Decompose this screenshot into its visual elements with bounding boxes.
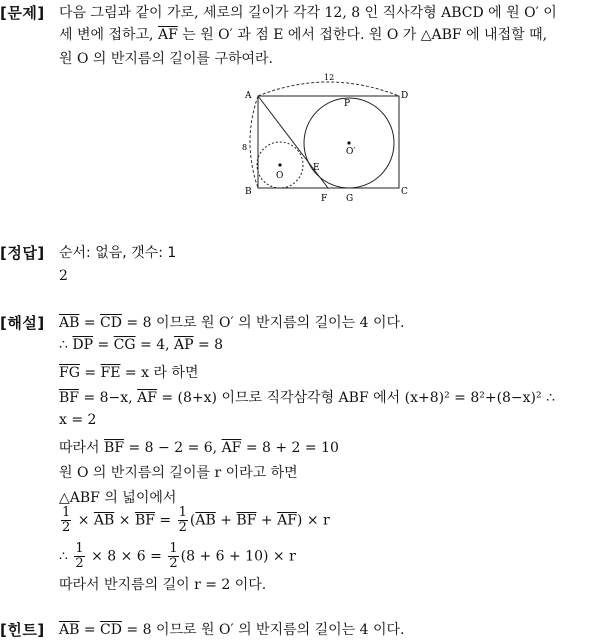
- fraction-half: $\frac{1}{2}$: [178, 505, 187, 535]
- center-o-prime: [347, 141, 350, 144]
- answer-tag: [정답]: [0, 244, 45, 262]
- solution-line-10: ∴ $\frac{1}{2}$ × 8 × 6 = $\frac{1}{2}$ (8 + 6 + 10) × r: [59, 541, 296, 571]
- solution-line-8: △ABF 의 넓이에서: [59, 490, 177, 506]
- height-dimension-arc: [250, 96, 258, 188]
- label-o-prime: O′: [346, 147, 356, 157]
- answer-line-1: 순서: 없음, 갯수: 1: [59, 245, 177, 261]
- solution-line-9: $\frac{1}{2}$ × $\overline{AB} \times \overline{BF}$ = $\frac{1}{2}$ $(\overline{AB} + \overline{BF} + \overline{AF}) \times r$: [62, 505, 330, 535]
- geometry-figure: [236, 68, 416, 208]
- label-height-8: 8: [242, 143, 248, 152]
- label-b: B: [245, 187, 252, 197]
- fraction-half: $\frac{1}{2}$: [62, 505, 71, 535]
- label-c: C: [401, 187, 408, 197]
- solution-tag: [해설]: [0, 314, 45, 332]
- solution-line-11: 따라서 반지름의 길이 r = 2 이다.: [59, 577, 267, 593]
- label-g: G: [346, 194, 354, 204]
- solution-line-1: $\overline{AB} = \overline{CD} = 8$ 이므로 원 O′ 의 반지름의 길이는 4 이다.: [59, 315, 405, 331]
- label-o: O: [276, 171, 284, 181]
- label-width-12: 12: [324, 73, 335, 82]
- hint-line: $\overline{AB} = \overline{CD} = 8$ 이므로 원 O′ 의 반지름의 길이는 4 이다.: [59, 622, 405, 638]
- segment-af: [258, 96, 328, 188]
- label-p: P: [344, 99, 351, 109]
- label-a: A: [245, 91, 252, 101]
- problem-line-1: 다음 그림과 같이 가로, 세로의 길이가 각각 12, 8 인 직사각형 ABCD 에 원 O′ 이: [59, 5, 557, 21]
- answer-value: 2: [59, 268, 68, 284]
- label-d: D: [401, 91, 409, 101]
- solution-line-7: 원 O 의 반지름의 길이를 r 이라고 하면: [59, 465, 298, 481]
- label-e: E: [313, 163, 320, 173]
- fraction-half: $\frac{1}{2}$: [169, 541, 178, 571]
- solution-line-5: x = 2: [59, 412, 97, 428]
- problem-tag: [문제]: [0, 4, 45, 22]
- width-dimension-arc: [258, 82, 399, 96]
- solution-line-4: $\overline{BF} = 8-x$, $\overline{AF} = (8+x)$ 이므로 직각삼각형 ABF 에서 (x+8)² = 8²+(8−x)² ∴: [59, 390, 555, 406]
- hint-tag: [힌트]: [0, 621, 45, 639]
- problem-line-3: 원 O 의 반지름의 길이를 구하여라.: [59, 51, 273, 67]
- fraction-half: $\frac{1}{2}$: [75, 541, 84, 571]
- label-f: F: [321, 194, 328, 204]
- solution-line-3: $\overline{FG} = \overline{FE} = x$ 라 하면: [59, 365, 199, 381]
- solution-line-2: ∴ $\overline{DP} = \overline{CG} = 4$, $\overline{AP} = 8$: [59, 337, 224, 353]
- center-o: [278, 163, 281, 166]
- solution-line-6: 따라서 $\overline{BF} = 8 - 2 = 6$, $\overline{AF} = 8 + 2 = 10$: [59, 440, 339, 456]
- problem-line-2: 세 변에 접하고, $\overline{AF}$ 는 원 O′ 과 점 E 에서 접한다. 원 O 가 △ABF 에 내접할 때,: [59, 27, 548, 43]
